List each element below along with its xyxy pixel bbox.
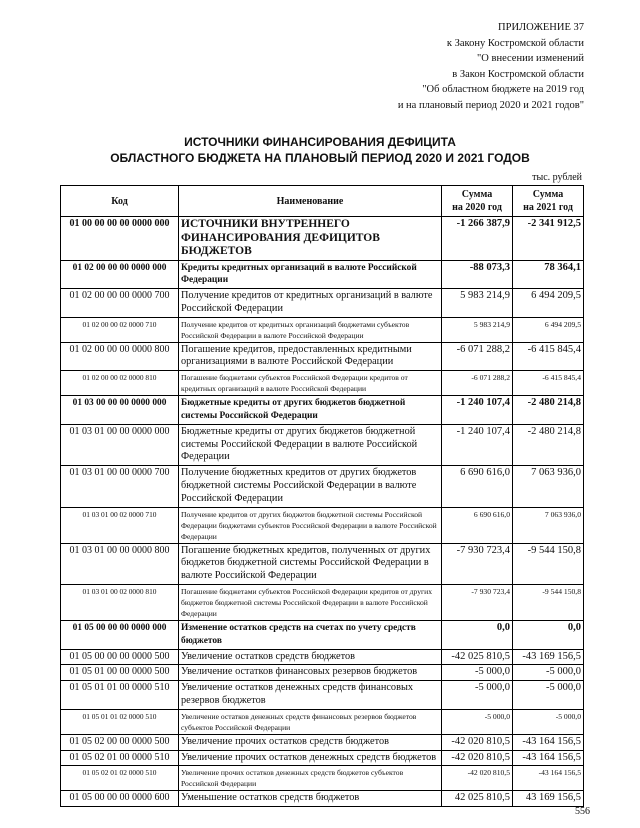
row-code: 01 05 00 00 00 0000 000: [61, 621, 179, 650]
page-title: [0, 135, 640, 166]
row-sum-2020: 6 690 616,0: [442, 466, 513, 507]
row-sum-2021: -43 164 156,5: [513, 766, 584, 791]
row-code: 01 03 00 00 00 0000 000: [61, 396, 179, 425]
row-code: 01 00 00 00 00 0000 000: [61, 217, 179, 261]
row-sum-2021: -6 415 845,4: [513, 342, 584, 371]
row-name: Кредиты кредитных организаций в валюте Российской Федерации: [179, 260, 442, 289]
row-code: 01 03 01 00 00 0000 700: [61, 466, 179, 507]
row-sum-2021: -5 000,0: [513, 665, 584, 681]
row-code: 01 02 00 00 00 0000 800: [61, 342, 179, 371]
row-sum-2021: -43 164 156,5: [513, 750, 584, 766]
appendix-line: к Закону Костромской области: [446, 37, 584, 49]
row-sum-2020: 42 025 810,5: [442, 791, 513, 807]
row-name: Увеличение остатков средств бюджетов: [179, 649, 442, 665]
table-row: [61, 396, 584, 425]
table-row: [61, 371, 584, 396]
row-sum-2021: 43 169 156,5: [513, 791, 584, 807]
row-name: Получение бюджетных кредитов от других бюджетов бюджетной системы Российской Федерации в валюте Российской Федерации: [179, 466, 442, 507]
header-2021: [513, 186, 584, 217]
row-sum-2020: -5 000,0: [442, 665, 513, 681]
row-code: 01 03 01 00 00 0000 000: [61, 424, 179, 465]
table-row: [61, 665, 584, 681]
row-name: Погашение кредитов, предоставленных кредитными организациями в валюте Российской Федерации: [179, 342, 442, 371]
row-sum-2020: 5 983 214,9: [442, 317, 513, 342]
row-name: Увеличение прочих остатков средств бюджетов: [179, 734, 442, 750]
appendix-line: "Об областном бюджете на 2019 год: [422, 84, 584, 95]
table-row: [61, 750, 584, 766]
header-2021-line1: Сумма: [532, 189, 564, 200]
row-sum-2020: -42 020 810,5: [442, 750, 513, 766]
row-sum-2020: -88 073,3: [442, 260, 513, 289]
table-body: [61, 217, 584, 807]
table-row: [61, 217, 584, 261]
row-name: Бюджетные кредиты от других бюджетов бюджетной системы Российской Федерации: [179, 396, 442, 425]
row-sum-2021: 7 063 936,0: [513, 466, 584, 507]
units-label: тыс. рублей: [532, 172, 582, 183]
row-sum-2021: 78 364,1: [513, 260, 584, 289]
header-2020-line2: на 2020 год: [452, 202, 502, 213]
table-row: [61, 766, 584, 791]
row-sum-2020: -7 930 723,4: [442, 543, 513, 584]
table-row: [61, 681, 584, 710]
row-code: 01 02 00 00 00 0000 700: [61, 289, 179, 318]
header-2021-line2: на 2021 год: [523, 202, 573, 213]
row-sum-2021: -43 164 156,5: [513, 734, 584, 750]
row-name: Погашение бюджетных кредитов, полученных от других бюджетов бюджетной системы Российской Федерации в валюте Российской Федерации: [179, 543, 442, 584]
row-name: Погашение бюджетами субъектов Российской Федерации кредитов от других бюджетов бюджетной системы Российской Федерации в валюте Российской Федерации: [179, 585, 442, 621]
row-sum-2021: -2 480 214,8: [513, 396, 584, 425]
row-sum-2021: -9 544 150,8: [513, 543, 584, 584]
table-header-row: [61, 186, 584, 217]
table-row: [61, 507, 584, 543]
appendix-line: ПРИЛОЖЕНИЕ 37: [498, 22, 584, 33]
row-name: Увеличение остатков денежных средств финансовых резервов бюджетов субъектов Российской Федерации: [179, 709, 442, 734]
financing-sources-table: [60, 185, 584, 807]
title-line: ОБЛАСТНОГО БЮДЖЕТА НА ПЛАНОВЫЙ ПЕРИОД 2020 И 2021 ГОДОВ: [110, 150, 530, 165]
row-sum-2020: -6 071 288,2: [442, 342, 513, 371]
table-row: [61, 424, 584, 465]
table-row: [61, 260, 584, 289]
row-code: 01 05 02 00 00 0000 500: [61, 734, 179, 750]
row-sum-2020: -7 930 723,4: [442, 585, 513, 621]
appendix-header: [284, 20, 584, 113]
row-name: Получение кредитов от кредитных организаций в валюте Российской Федерации: [179, 289, 442, 318]
row-sum-2020: -5 000,0: [442, 709, 513, 734]
table-row: [61, 543, 584, 584]
row-name: Уменьшение остатков средств бюджетов: [179, 791, 442, 807]
table-row: [61, 289, 584, 318]
row-sum-2021: -5 000,0: [513, 681, 584, 710]
row-code: 01 05 02 01 02 0000 510: [61, 766, 179, 791]
row-code: 01 02 00 00 02 0000 810: [61, 371, 179, 396]
table-row: [61, 709, 584, 734]
title-line: ИСТОЧНИКИ ФИНАНСИРОВАНИЯ ДЕФИЦИТА: [184, 135, 456, 149]
row-sum-2020: -5 000,0: [442, 681, 513, 710]
row-code: 01 03 01 00 02 0000 710: [61, 507, 179, 543]
row-name: Увеличение прочих остатков денежных средств бюджетов: [179, 750, 442, 766]
table-row: [61, 791, 584, 807]
row-code: 01 05 01 01 00 0000 510: [61, 681, 179, 710]
row-code: 01 05 00 00 00 0000 600: [61, 791, 179, 807]
row-sum-2021: -5 000,0: [513, 709, 584, 734]
row-code: 01 03 01 00 02 0000 810: [61, 585, 179, 621]
header-code: Код: [61, 186, 179, 217]
row-sum-2020: -42 020 810,5: [442, 734, 513, 750]
header-2020: [442, 186, 513, 217]
table-row: [61, 317, 584, 342]
row-name: ИСТОЧНИКИ ВНУТРЕННЕГО ФИНАНСИРОВАНИЯ ДЕФИЦИТОВ БЮДЖЕТОВ: [179, 217, 442, 261]
row-code: 01 05 01 00 00 0000 500: [61, 665, 179, 681]
row-sum-2021: -9 544 150,8: [513, 585, 584, 621]
row-sum-2020: -6 071 288,2: [442, 371, 513, 396]
row-sum-2020: 0,0: [442, 621, 513, 650]
row-code: 01 02 00 00 02 0000 710: [61, 317, 179, 342]
table-row: [61, 466, 584, 507]
row-name: Увеличение остатков денежных средств финансовых резервов бюджетов: [179, 681, 442, 710]
row-sum-2021: 7 063 936,0: [513, 507, 584, 543]
row-name: Увеличение остатков финансовых резервов бюджетов: [179, 665, 442, 681]
row-sum-2020: -1 266 387,9: [442, 217, 513, 261]
row-sum-2020: -42 020 810,5: [442, 766, 513, 791]
row-sum-2020: -42 025 810,5: [442, 649, 513, 665]
row-code: 01 02 00 00 00 0000 000: [61, 260, 179, 289]
row-name: Получение кредитов от кредитных организаций бюджетами субъектов Российской Федерации в валюте Российской Федерации: [179, 317, 442, 342]
row-code: 01 05 02 01 00 0000 510: [61, 750, 179, 766]
table-row: [61, 342, 584, 371]
header-name: Наименование: [179, 186, 442, 217]
row-sum-2021: 0,0: [513, 621, 584, 650]
row-sum-2021: 6 494 209,5: [513, 317, 584, 342]
row-name: Получение кредитов от других бюджетов бюджетной системы Российской Федерации бюджетами субъектов Российской Федерации в валюте Российской Федерации: [179, 507, 442, 543]
table-row: [61, 734, 584, 750]
row-sum-2020: 6 690 616,0: [442, 507, 513, 543]
appendix-line: "О внесении изменений: [477, 53, 584, 64]
table-row: [61, 621, 584, 650]
row-code: 01 05 01 01 02 0000 510: [61, 709, 179, 734]
table-row: [61, 585, 584, 621]
row-sum-2020: 5 983 214,9: [442, 289, 513, 318]
header-2020-line1: Сумма: [461, 189, 493, 200]
row-sum-2021: -2 341 912,5: [513, 217, 584, 261]
row-name: Увеличение прочих остатков денежных средств бюджетов субъектов Российской Федерации: [179, 766, 442, 791]
appendix-line: в Закон Костромской области: [452, 68, 584, 80]
row-sum-2021: -6 415 845,4: [513, 371, 584, 396]
appendix-line: и на плановый период 2020 и 2021 годов": [397, 99, 584, 111]
row-sum-2020: -1 240 107,4: [442, 396, 513, 425]
row-sum-2021: -2 480 214,8: [513, 424, 584, 465]
row-sum-2021: 6 494 209,5: [513, 289, 584, 318]
row-sum-2020: -1 240 107,4: [442, 424, 513, 465]
table-row: [61, 649, 584, 665]
row-sum-2021: -43 169 156,5: [513, 649, 584, 665]
row-name: Бюджетные кредиты от других бюджетов бюджетной системы Российской Федерации в валюте Российской Федерации: [179, 424, 442, 465]
row-name: Погашение бюджетами субъектов Российской Федерации кредитов от кредитных организаций в валюте Российской Федерации: [179, 371, 442, 396]
row-code: 01 03 01 00 00 0000 800: [61, 543, 179, 584]
row-name: Изменение остатков средств на счетах по учету средств бюджетов: [179, 621, 442, 650]
row-code: 01 05 00 00 00 0000 500: [61, 649, 179, 665]
page-number: 556: [575, 806, 590, 817]
